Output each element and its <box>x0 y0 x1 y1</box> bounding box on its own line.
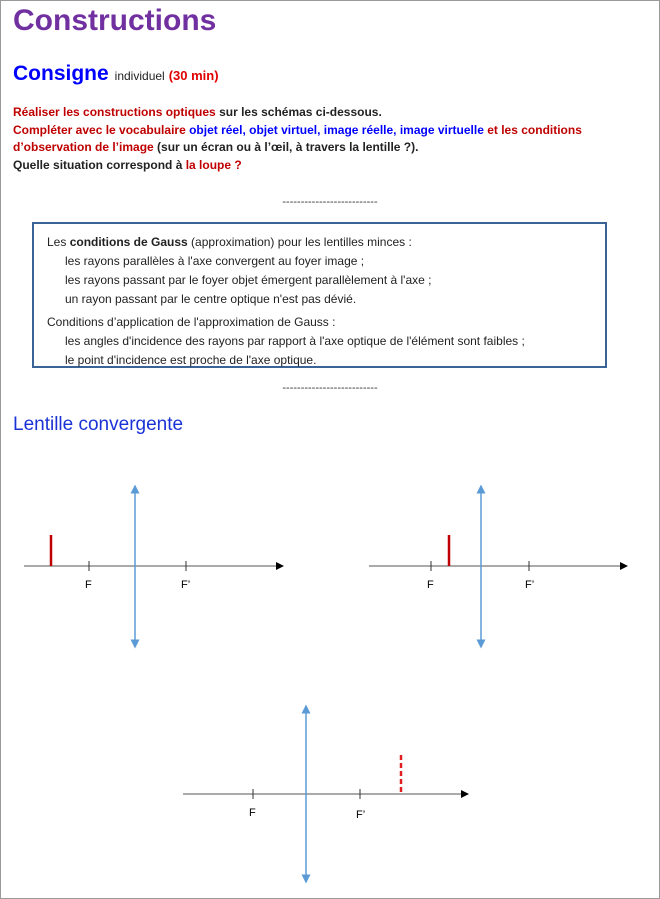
consigne-heading: Consigne <box>13 62 109 85</box>
instruction-3-text: Quelle situation correspond à <box>13 157 186 172</box>
gauss-rule: un rayon passant par le centre optique n'est pas dévié. <box>65 292 357 306</box>
consigne-mode: individuel <box>114 69 165 83</box>
image-focus-label: F’ <box>525 579 535 591</box>
instruction-2-vocabulary: objet réel, objet virtuel, image réelle, image virtuelle <box>189 122 484 137</box>
diagram-3 <box>183 709 468 879</box>
gauss-rule: les rayons parallèles à l'axe convergent au foyer image ; <box>65 254 365 268</box>
page-title: Constructions <box>13 4 217 37</box>
gauss-rule: les rayons passant par le foyer objet émergent parallèlement à l'axe ; <box>65 273 432 287</box>
diagram-1 <box>24 489 283 644</box>
gauss-intro-post: (approximation) pour les lentilles minces : <box>187 235 412 249</box>
section-title: Lentille convergente <box>13 414 184 435</box>
separator-bottom: -------------------------- <box>282 382 378 394</box>
instruction-1-text: sur les schémas ci-dessous. <box>215 105 382 119</box>
focus-label: F <box>249 807 256 819</box>
focus-label: F <box>85 579 92 591</box>
instruction-1-emphasis: Réaliser les constructions optiques <box>13 105 216 119</box>
diagram-2 <box>369 489 627 644</box>
separator-top: -------------------------- <box>282 196 378 208</box>
gauss-condition: les angles d'incidence des rayons par rapport à l'axe optique de l'élément sont faibles ; <box>65 334 525 348</box>
image-focus-label: F’ <box>181 579 191 591</box>
image-focus-label: F’ <box>356 809 366 821</box>
instruction-3-loupe: la loupe ? <box>185 157 242 172</box>
gauss-condition: le point d'incidence est proche de l'axe optique. <box>65 353 317 367</box>
gauss-intro-bold: conditions de Gauss <box>69 235 188 249</box>
focus-label: F <box>427 579 434 591</box>
consigne-duration: (30 min) <box>168 68 219 83</box>
instruction-2-lead: Compléter avec le vocabulaire <box>13 122 190 137</box>
gauss-intro-pre: Les <box>47 235 70 249</box>
gauss-conditions-title: Conditions d’application de l'approximation de Gauss : <box>47 315 336 329</box>
instruction-2-conditions: et les conditions d’observation de l’image <box>13 122 582 154</box>
instruction-2-detail: (sur un écran ou à l’œil, à travers la lentille ?). <box>153 140 419 154</box>
